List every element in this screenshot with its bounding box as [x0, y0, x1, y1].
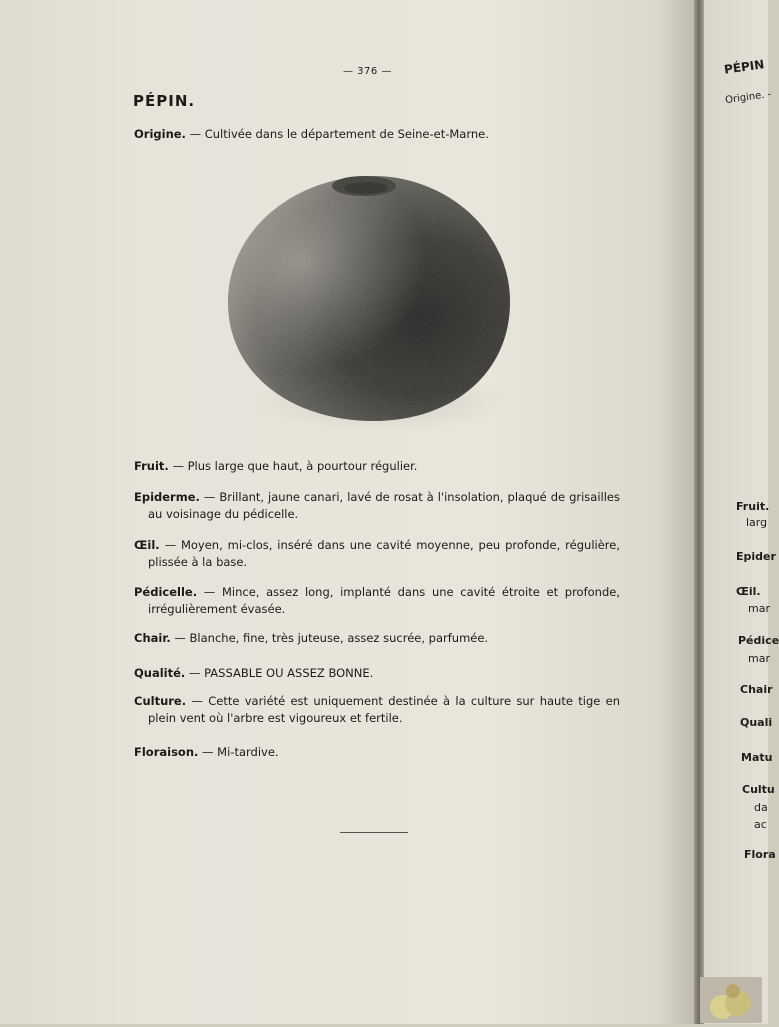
next-page-fragment: ac	[754, 818, 767, 831]
section-text: — Mi-tardive.	[198, 745, 279, 759]
next-page-fragment: Pédice	[738, 634, 779, 647]
section-label: Pédicelle.	[134, 585, 198, 599]
next-page-fragment: Chair	[740, 683, 773, 696]
section-text: — PASSABLE OU ASSEZ BONNE.	[185, 666, 374, 680]
section-culture	[134, 693, 620, 727]
book-gutter	[694, 0, 704, 1024]
page-number: — 376 —	[343, 66, 392, 77]
next-page-title: PÉPIN	[723, 57, 766, 77]
section-floraison	[134, 744, 606, 761]
section-fruit	[134, 458, 606, 475]
section-text: — Mince, assez long, implanté dans une cavité étroite et profonde, irrégulièrement évasée.	[148, 585, 620, 616]
end-rule	[340, 832, 408, 833]
origin-line	[134, 126, 606, 143]
next-page-fragment: Flora	[744, 848, 776, 861]
section-pedicelle	[134, 584, 620, 618]
next-page-fragment: Cultu	[742, 783, 775, 796]
corner-thumbnail	[700, 977, 762, 1023]
section-label: Chair.	[134, 631, 171, 645]
next-page-fragment: mar	[748, 652, 770, 665]
section-qualite	[134, 665, 606, 682]
section-label: Qualité.	[134, 666, 186, 680]
next-page-fragment: Matu	[741, 751, 773, 764]
origin-label: Origine.	[134, 127, 186, 141]
section-text: — Cette variété est uniquement destinée à la culture sur haute tige en plein vent où l'arbre est vigoureux et fertile.	[148, 694, 620, 725]
next-page-origin: Origine. -	[724, 88, 772, 107]
next-page-fragment: Œil.	[736, 585, 761, 598]
section-text: — Blanche, fine, très juteuse, assez sucrée, parfumée.	[170, 631, 489, 645]
section-label: Œil.	[134, 538, 160, 552]
variety-title: PÉPIN.	[133, 92, 196, 110]
origin-text: — Cultivée dans le département de Seine-et-Marne.	[185, 127, 489, 141]
next-page-fragment: larg	[746, 516, 768, 529]
next-page-fragment: Epider	[736, 550, 776, 563]
section-chair	[134, 630, 606, 647]
section-oeil	[134, 537, 620, 571]
section-text: — Moyen, mi-clos, inséré dans une cavité moyenne, peu profonde, régulière, plissée à la base.	[148, 538, 620, 569]
section-label: Floraison.	[134, 745, 199, 759]
section-epiderme	[134, 489, 620, 523]
section-label: Culture.	[134, 694, 187, 708]
next-page-fragment: Fruit.	[736, 500, 770, 513]
section-label: Epiderme.	[134, 490, 200, 504]
section-text: — Brillant, jaune canari, lavé de rosat à l'insolation, plaqué de grisailles au voisinage du pédicelle.	[148, 490, 620, 521]
apple-photo	[226, 172, 512, 424]
next-page-fragment: mar	[748, 602, 770, 615]
right-page-edge	[704, 0, 779, 1024]
next-page-fragment: Quali	[740, 716, 773, 729]
section-text: — Plus large que haut, à pourtour régulier.	[168, 459, 418, 473]
fruit-thumbnail-icon	[700, 977, 762, 1023]
next-page-fragment: da	[754, 801, 768, 814]
section-label: Fruit.	[134, 459, 169, 473]
